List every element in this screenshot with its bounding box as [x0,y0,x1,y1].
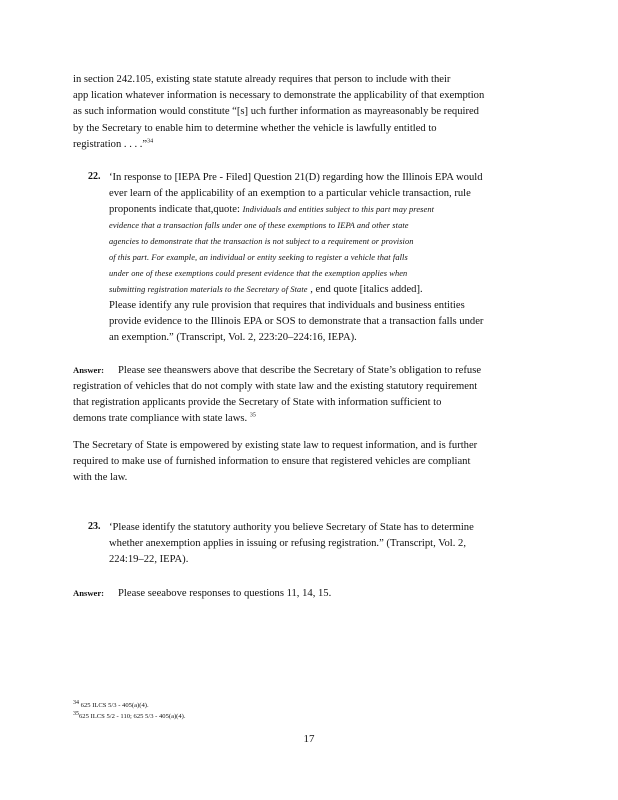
footnote-35: $^{35}$625 ILCS 5/2 - 110; 625 5/3 - 405(a)(4). [73,710,186,720]
footnote-ref-34[interactable]: 34 [147,138,154,145]
quoted-italic-line: of this part. For example, an individual or entity seeking to register a vehicle that falls [109,253,408,262]
paragraph-line: required to make use of furnished information to ensure that registered vehicles are compliant [73,456,471,467]
quoted-italic: Individuals and entities subject to this part may present [242,205,435,214]
question-line: submitting registration materials to the Secretary of State , end quote [italics added]. [109,284,423,295]
question-23-number: 23. [88,521,101,532]
footnotes [73,700,186,722]
intro-line: as such information would constitute “[s] uch further information as mayreasonably be required [73,106,479,118]
quoted-italic-line: under one of these exemptions could present evidence that the exemption applies when [109,269,408,278]
secretary-paragraph [73,438,528,486]
question-23 [109,520,529,568]
quoted-italic-line: evidence that a transaction falls under one of these exemptions to IEPA and other state [109,221,409,230]
answer-line: registration of vehicles that do not comply with state law and the existing statutory requirement [73,381,478,392]
intro-line: app lication whatever information is necessary to demonstrate the applicability of that exemption [73,90,485,102]
question-line: an exemption.” (Transcript, Vol. 2, 223:20–224:16, IEPA). [109,332,357,343]
intro-line: registration . . . .”$^{34}$ [73,138,154,150]
answer-label: Answer: [73,365,105,375]
answer-line: Answer: Please seeabove responses to questions 11, 14, 15. [73,588,332,599]
question-line: ‘Please identify the statutory authority you believe Secretary of State has to determine [109,522,474,533]
question-22 [109,170,529,346]
answer-line: Answer: Please see theanswers above that describe the Secretary of State’s obligation to refuse [73,365,482,376]
answer-label: Answer: [73,588,105,598]
footnote-34: $^{34}$ 625 ILCS 5/3 - 405(a)(4). [73,699,149,709]
answer-line: that registration applicants provide the Secretary of State with information sufficient to [73,397,442,408]
question-line: 224:19–22, IEPA). [109,554,189,565]
question-line: ‘In response to [IEPA Pre - Filed] Question 21(D) regarding how the Illinois EPA would [109,172,483,183]
question-line: ever learn of the applicability of an exemption to a particular vehicle transaction, rule [109,188,471,199]
intro-line: in section 242.105, existing state statute already requires that person to include with their [73,74,451,85]
footnote-ref-35[interactable]: 35 [249,412,256,419]
question-22-number: 22. [88,171,101,182]
paragraph-line: with the law. [73,472,128,483]
intro-paragraph [73,72,525,153]
question-line: proponents indicate that,quote: Individuals and entities subject to this part may present [109,204,435,215]
answer-line: demons trate compliance with state laws. $^{35}$ [73,412,256,424]
question-line: whether anexemption applies in issuing or refusing registration.” (Transcript, Vol. 2, [109,538,466,549]
page-number: 17 [303,733,315,745]
answer-22 [73,362,528,427]
paragraph-line: The Secretary of State is empowered by existing state law to request information, and is further [73,440,478,451]
intro-line: by the Secretary to enable him to determine whether the vehicle is lawfully entitled to [73,122,437,134]
question-line: provide evidence to the Illinois EPA or SOS to demonstrate that a transaction falls under [109,316,484,327]
quoted-italic-line: agencies to demonstrate that the transaction is not subject to a requirement or provision [109,237,414,246]
answer-23 [73,585,528,602]
question-line: Please identify any rule provision that requires that individuals and business entities [109,300,465,311]
